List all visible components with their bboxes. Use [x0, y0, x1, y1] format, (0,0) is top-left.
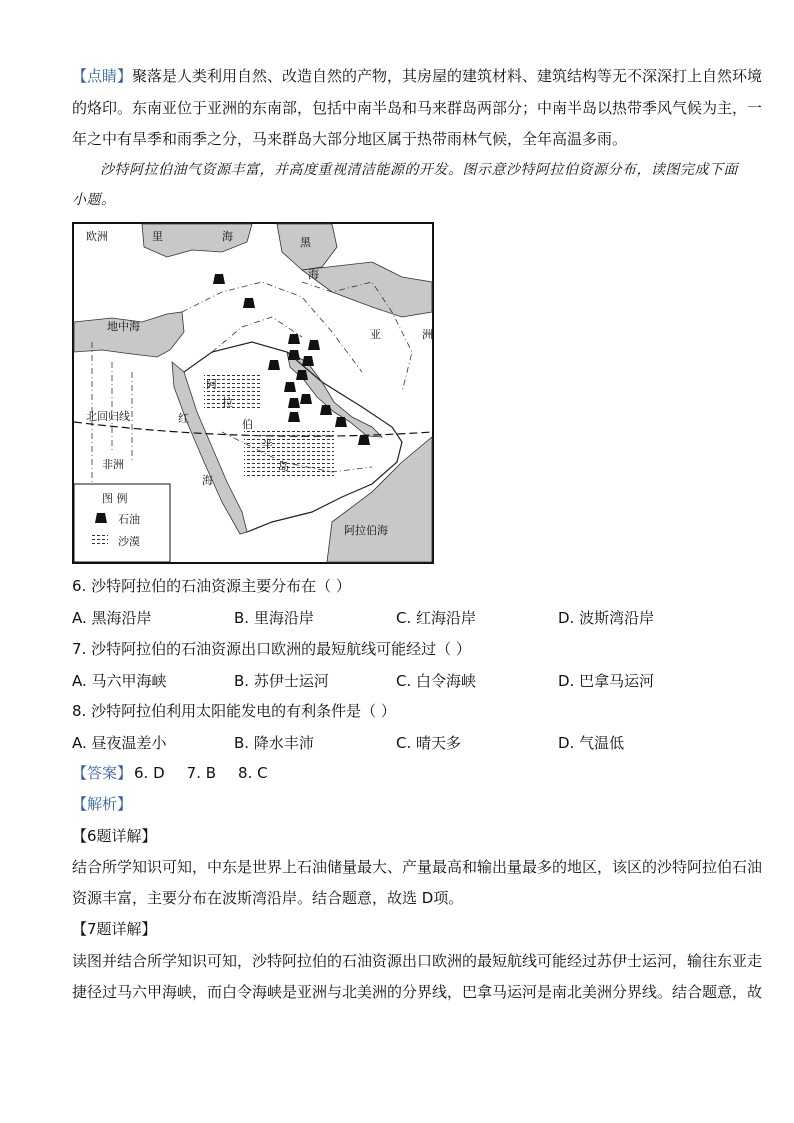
oil-icon [288, 350, 300, 360]
q7-option-d: D. 巴拿马运河 [558, 672, 655, 690]
oil-icon [288, 412, 300, 422]
label-arabia-3: 伯 [242, 418, 253, 431]
intro-line-2: 小题。 [72, 192, 116, 208]
q6-detail-line-2: 资源丰富，主要分布在波斯湾沿岸。结合题意，故选 D项。 [72, 889, 464, 907]
q7-detail-label: 【7题详解】 [72, 920, 157, 938]
dianjing-line-2: 的烙印。东南亚位于亚洲的东南部，包括中南半岛和马来群岛两部分；中南半岛以热带季风气候为主，一 [72, 99, 763, 117]
legend-title: 图 例 [102, 492, 128, 505]
oil-icon [308, 340, 320, 350]
oil-icon [288, 334, 300, 344]
q7-detail-line-1: 读图并结合所学知识可知，沙特阿拉伯的石油资源出口欧洲的最短航线可能经过苏伊士运河，输往东亚走 [72, 952, 763, 970]
dianjing-line-1: 【点睛】聚落是人类利用自然、改造自然的产物，其房屋的建筑材料、建筑结构等无不深深打上自然环境 [72, 67, 763, 85]
label-black-2: 海 [308, 268, 319, 281]
saudi-resource-map [72, 222, 434, 564]
oil-icon [300, 394, 312, 404]
q7-option-b: B. 苏伊士运河 [234, 672, 329, 690]
question-7-stem: 7. 沙特阿拉伯的石油资源出口欧洲的最短航线可能经过（ ） [72, 640, 471, 658]
q7-option-a: A. 马六甲海峡 [72, 672, 167, 690]
oil-icon [213, 274, 225, 284]
analysis-label: 【解析】 [72, 795, 133, 813]
oil-icon [95, 513, 107, 523]
legend-oil: 石油 [118, 513, 140, 526]
q8-option-a: A. 昼夜温差小 [72, 734, 167, 752]
answer-8: 8. C [238, 764, 268, 782]
label-mediterranean: 地中海 [107, 320, 140, 333]
q8-option-b: B. 降水丰沛 [234, 734, 314, 752]
label-arabian-sea: 阿拉伯海 [344, 524, 388, 537]
label-arabia-1: 阿 [206, 378, 217, 391]
question-8-stem: 8. 沙特阿拉伯利用太阳能发电的有利条件是（ ） [72, 702, 396, 720]
oil-icon [335, 417, 347, 427]
q6-option-b: B. 里海沿岸 [234, 609, 314, 627]
q6-option-a: A. 黑海沿岸 [72, 609, 152, 627]
map-legend [74, 484, 170, 562]
label-tropic: 北回归线 [86, 410, 130, 423]
label-europe: 欧洲 [86, 230, 108, 243]
desert-icon [92, 534, 108, 544]
label-africa: 非洲 [102, 458, 124, 471]
oil-icon [358, 435, 370, 445]
label-arabia-2: 拉 [222, 396, 233, 409]
q6-detail-line-1: 结合所学知识可知，中东是世界上石油储量最大、产量最高和输出量最多的地区，该区的沙特阿拉伯石油 [72, 858, 763, 876]
oil-icon [284, 382, 296, 392]
oil-icon [302, 356, 314, 366]
label-arabia-5: 岛 [278, 460, 289, 473]
oil-icon [243, 298, 255, 308]
oil-icon [268, 360, 280, 370]
label-asia-2: 洲 [422, 328, 433, 341]
q6-detail-label: 【6题详解】 [72, 827, 157, 845]
desert-south [244, 430, 334, 476]
answer-line [72, 763, 290, 783]
answer-label: 【答案】 [72, 764, 133, 782]
answer-7: 7. B [186, 764, 217, 782]
dianjing-line-3: 年之中有旱季和雨季之分，马来群岛大部分地区属于热带雨林气候，全年高温多雨。 [72, 130, 628, 148]
q8-option-c: C. 晴天多 [396, 734, 462, 752]
dianjing-label: 【点睛】 [72, 67, 133, 85]
oil-icon [288, 398, 300, 408]
label-arabia-4: 半 [262, 438, 273, 451]
label-asia-1: 亚 [370, 328, 381, 341]
legend-desert: 沙漠 [118, 535, 140, 548]
question-6-stem: 6. 沙特阿拉伯的石油资源主要分布在（ ） [72, 577, 351, 595]
label-red-2: 海 [202, 474, 213, 487]
q8-option-d: D. 气温低 [558, 734, 625, 752]
label-caspian-1: 里 [152, 230, 163, 243]
q6-option-c: C. 红海沿岸 [396, 609, 477, 627]
answer-6: 6. D [134, 764, 165, 782]
oil-icon [296, 370, 308, 380]
label-red-1: 红 [178, 412, 189, 425]
q7-option-c: C. 白令海峡 [396, 672, 477, 690]
q6-option-d: D. 波斯湾沿岸 [558, 609, 655, 627]
label-caspian-2: 海 [222, 230, 233, 243]
intro-line-1: 沙特阿拉伯油气资源丰富，并高度重视清洁能源的开发。图示意沙特阿拉伯资源分布，读图完成下面 [100, 162, 738, 178]
label-black-1: 黑 [300, 236, 311, 249]
oil-icon [320, 405, 332, 415]
q7-detail-line-2: 捷径过马六甲海峡，而白令海峡是亚洲与北美洲的分界线，巴拿马运河是南北美洲分界线。结合题意，故 [72, 983, 763, 1001]
